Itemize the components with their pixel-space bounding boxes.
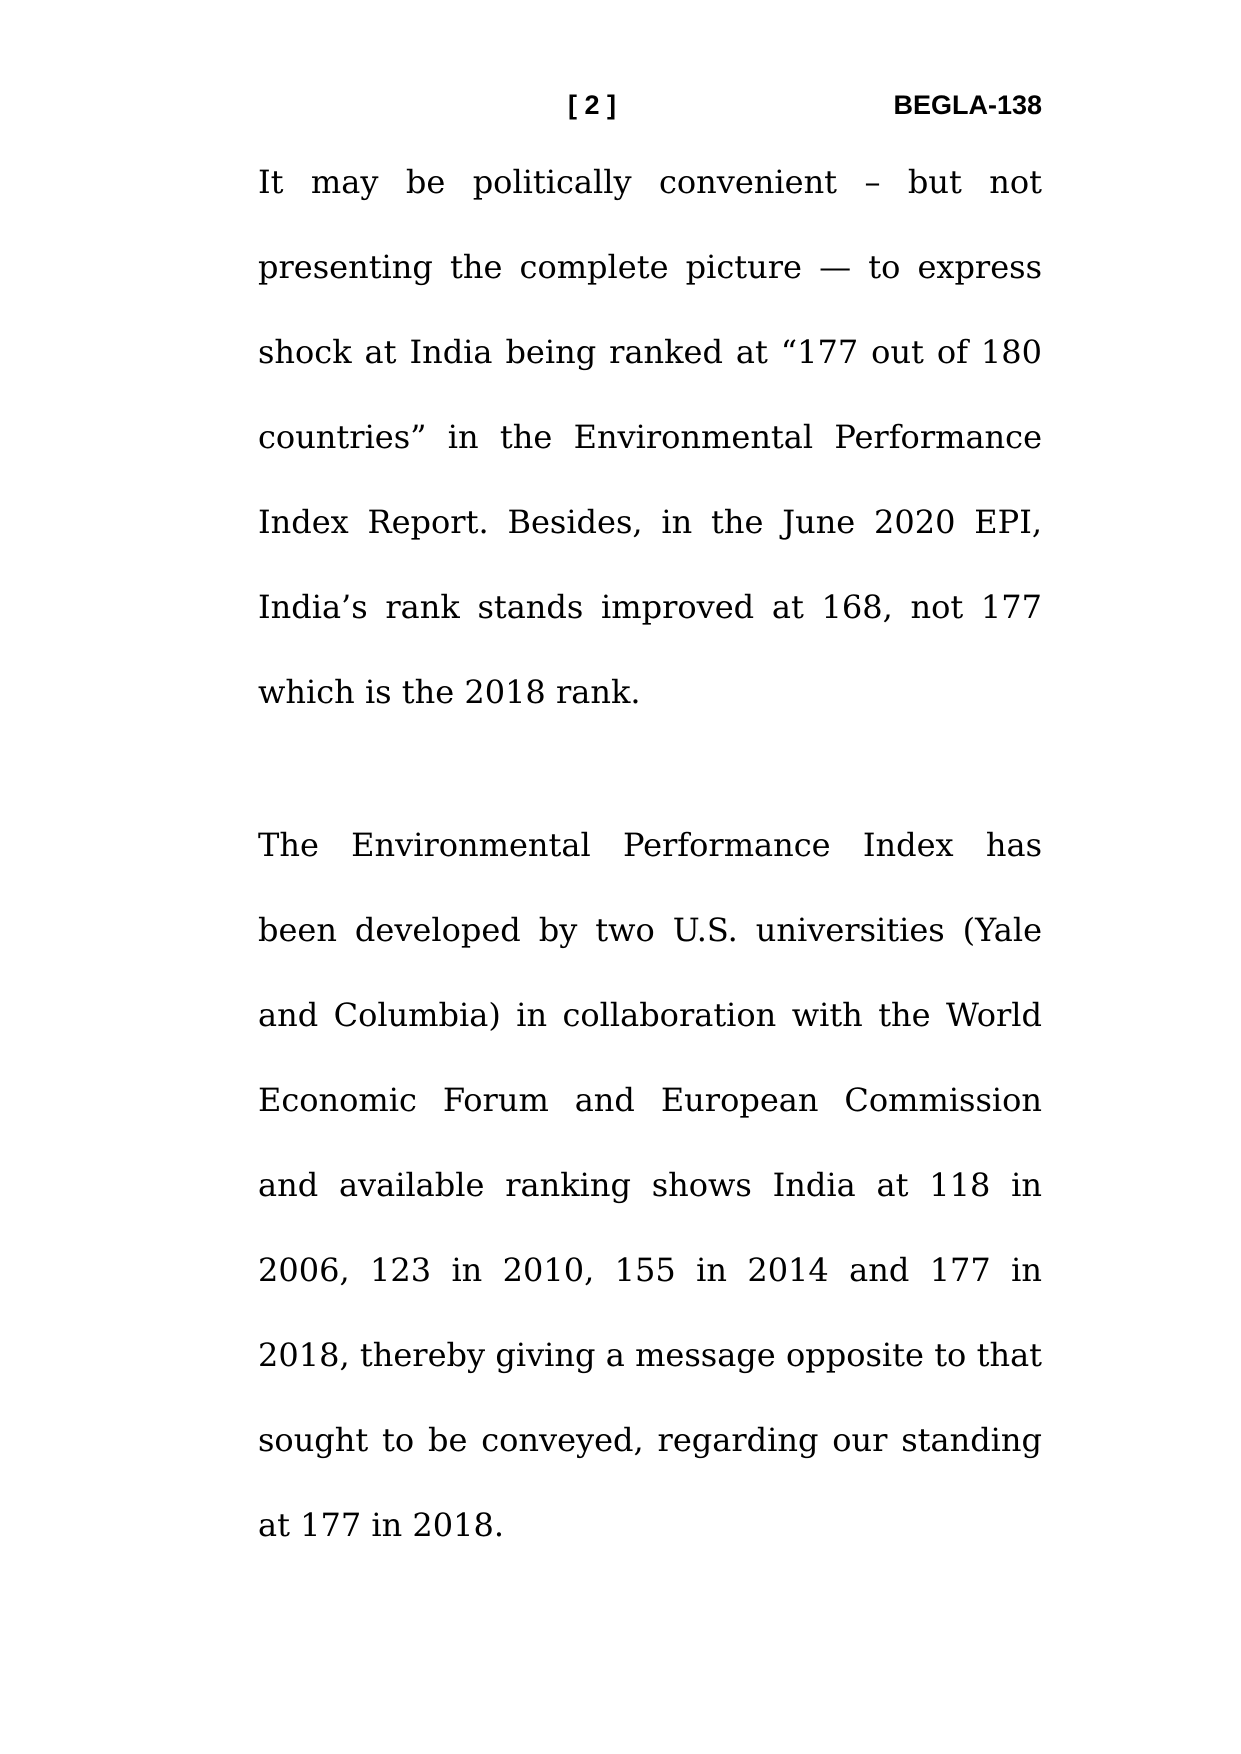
- paragraph-epi-history: The Environmental Performance Index has been developed by two U.S. universities (Yale and Columbia) in collaboration with the World Economic Forum and European Commission and available ranking shows India at 118 in 2006, 123 in 2010, 155 in 2014 and 177 in 2018, thereby giving a message opposite to that sought to be conveyed, regarding our standing at 177 in 2018.: [258, 826, 1042, 1544]
- page-number: [ 2 ]: [568, 90, 617, 120]
- paragraph-epi-ranking-context: It may be politically convenient – but not presenting the complete picture — to express shock at India being ranked at “177 out of 180 countries” in the Environmental Performance Index Report. Besides, in the June 2020 EPI, India’s rank stands improved at 168, not 177 which is the 2018 rank.: [258, 163, 1042, 711]
- document-code: BEGLA-138: [893, 90, 1042, 120]
